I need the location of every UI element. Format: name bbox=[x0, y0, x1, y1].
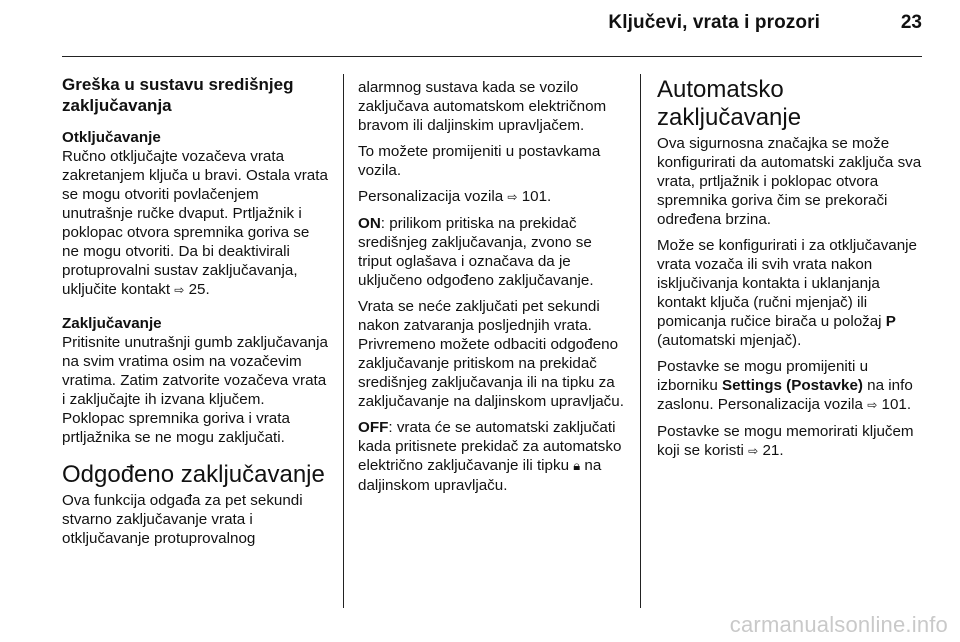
watermark: carmanualsonline.info bbox=[729, 612, 948, 637]
section-title-automatic-locking: Automatsko zaključavanje bbox=[657, 76, 802, 131]
personalization-text: Personalizacija vozila bbox=[358, 188, 508, 205]
paragraph-doors-delay: Vrata se neće zaključati pet sekundi nakon zatvaranja posljednjih vrata. Privremeno možete odbaciti odgođeno zaključavanje pritiskom na prekidač središnjeg zaključavanja ili na tipku za zaključavanje na daljinskom upravljaču. bbox=[358, 298, 624, 410]
settings-menu-name: Settings (Postavke) bbox=[722, 377, 863, 394]
paragraph-personalization bbox=[358, 187, 628, 207]
paragraph-alarm: alarmnog sustava kada se vozilo zaključava automatskom električnom bravom ili daljinskim upravljačem. bbox=[358, 79, 607, 134]
column-left bbox=[62, 74, 330, 555]
paragraph-settings: To možete promijeniti u postavkama vozila. bbox=[358, 143, 601, 179]
lock-button-icon: 🔒︎ bbox=[573, 459, 581, 474]
paragraph-on bbox=[358, 214, 628, 290]
page-ref-101[interactable]: 101. bbox=[881, 396, 912, 413]
section-title-delayed-locking: Odgođeno zaključavanje bbox=[62, 461, 325, 488]
change-settings-mid: na info zaslonu. Personalizacija vozila bbox=[657, 377, 913, 413]
subtitle-lock: Zaključavanje bbox=[62, 315, 162, 332]
page-number: 23 bbox=[900, 12, 922, 33]
paragraph-unlock bbox=[62, 147, 330, 300]
subtitle-unlock: Otključavanje bbox=[62, 129, 161, 146]
change-settings-text: Postavke se mogu promijeniti u izborniku bbox=[657, 358, 869, 394]
header-title: Ključevi, vrata i prozori bbox=[608, 12, 820, 33]
configure-unlock-text: Može se konfigurirati i za otključavanje vrata vozača ili svih vrata nakon isključivanja kontakta i uklanjanja kontakt ključa (ručni mjenjač) ili pomicanja ručice birača u položaj bbox=[657, 237, 917, 330]
page-reference-arrow-icon: ⇨ bbox=[174, 283, 185, 297]
unlock-text: Ručno otključajte vozačeva vrata zakretanjem ključa u bravi. Ostala vrata se mogu otvoriti povlačenjem unutrašnje ručke dvaput. Prtljažnik i poklopac otvora spremnika goriva se ne mogu otvoriti. Da bi deaktivirali protuprovalni sustav zaključavanja, uključite kontakt bbox=[62, 148, 328, 298]
gear-position-p: P bbox=[885, 313, 896, 330]
column-divider-1 bbox=[343, 74, 344, 608]
memorize-text: Postavke se mogu memorirati ključem koji se koristi bbox=[657, 423, 914, 459]
off-label: OFF bbox=[358, 419, 389, 436]
paragraph-safety-feature: Ova sigurnosna značajka se može konfigurirati da automatski zaključa sva vrata, prtljažnik i poklopac otvora spremnika goriva čim se prekorači određena brzina. bbox=[657, 135, 922, 228]
paragraph-off bbox=[358, 418, 628, 495]
page-ref-25[interactable]: 25. bbox=[188, 281, 210, 298]
paragraph-change-settings bbox=[657, 357, 927, 415]
paragraph-lock: Pritisnite unutrašnji gumb zaključavanja na svim vratima osim na vozačevim vratima. Zatim zatvorite vozačeva vrata i zaključajte ih izvana ključem. Poklopac spremnika goriva i vrata prtljažnika se ne mogu zaključati. bbox=[62, 334, 328, 446]
paragraph-configure-unlock bbox=[657, 236, 927, 350]
off-text: : vrata će se automatski zaključati kada pritisnete prekidač za automatsko električno zaključavanje ili tipku bbox=[358, 419, 622, 474]
paragraph-delayed-locking: Ova funkcija odgađa za pet sekundi stvarno zaključavanje vrata i otključavanje protuprovalnog bbox=[62, 492, 303, 547]
column-middle bbox=[358, 78, 628, 502]
page-ref-101[interactable]: 101. bbox=[521, 188, 552, 205]
on-label: ON bbox=[358, 215, 381, 232]
page-ref-21[interactable]: 21. bbox=[762, 442, 784, 459]
on-text: : prilikom pritiska na prekidač središnjeg zaključavanja, zvono se triput oglašava i označava da je uključeno odgođeno zaključavanje. bbox=[358, 215, 594, 289]
column-divider-2 bbox=[640, 74, 641, 608]
page-reference-arrow-icon: ⇨ bbox=[507, 190, 518, 204]
header-divider bbox=[62, 56, 922, 57]
page-reference-arrow-icon: ⇨ bbox=[748, 444, 759, 458]
page-reference-arrow-icon: ⇨ bbox=[867, 398, 878, 412]
off-text-end: na daljinskom upravljaču. bbox=[358, 457, 602, 494]
column-right bbox=[657, 74, 927, 468]
section-title-central-locking-fault: Greška u sustavu središnjeg zaključavanja bbox=[62, 75, 294, 115]
paragraph-memorize bbox=[657, 422, 927, 461]
configure-unlock-end: (automatski mjenjač). bbox=[657, 332, 802, 349]
